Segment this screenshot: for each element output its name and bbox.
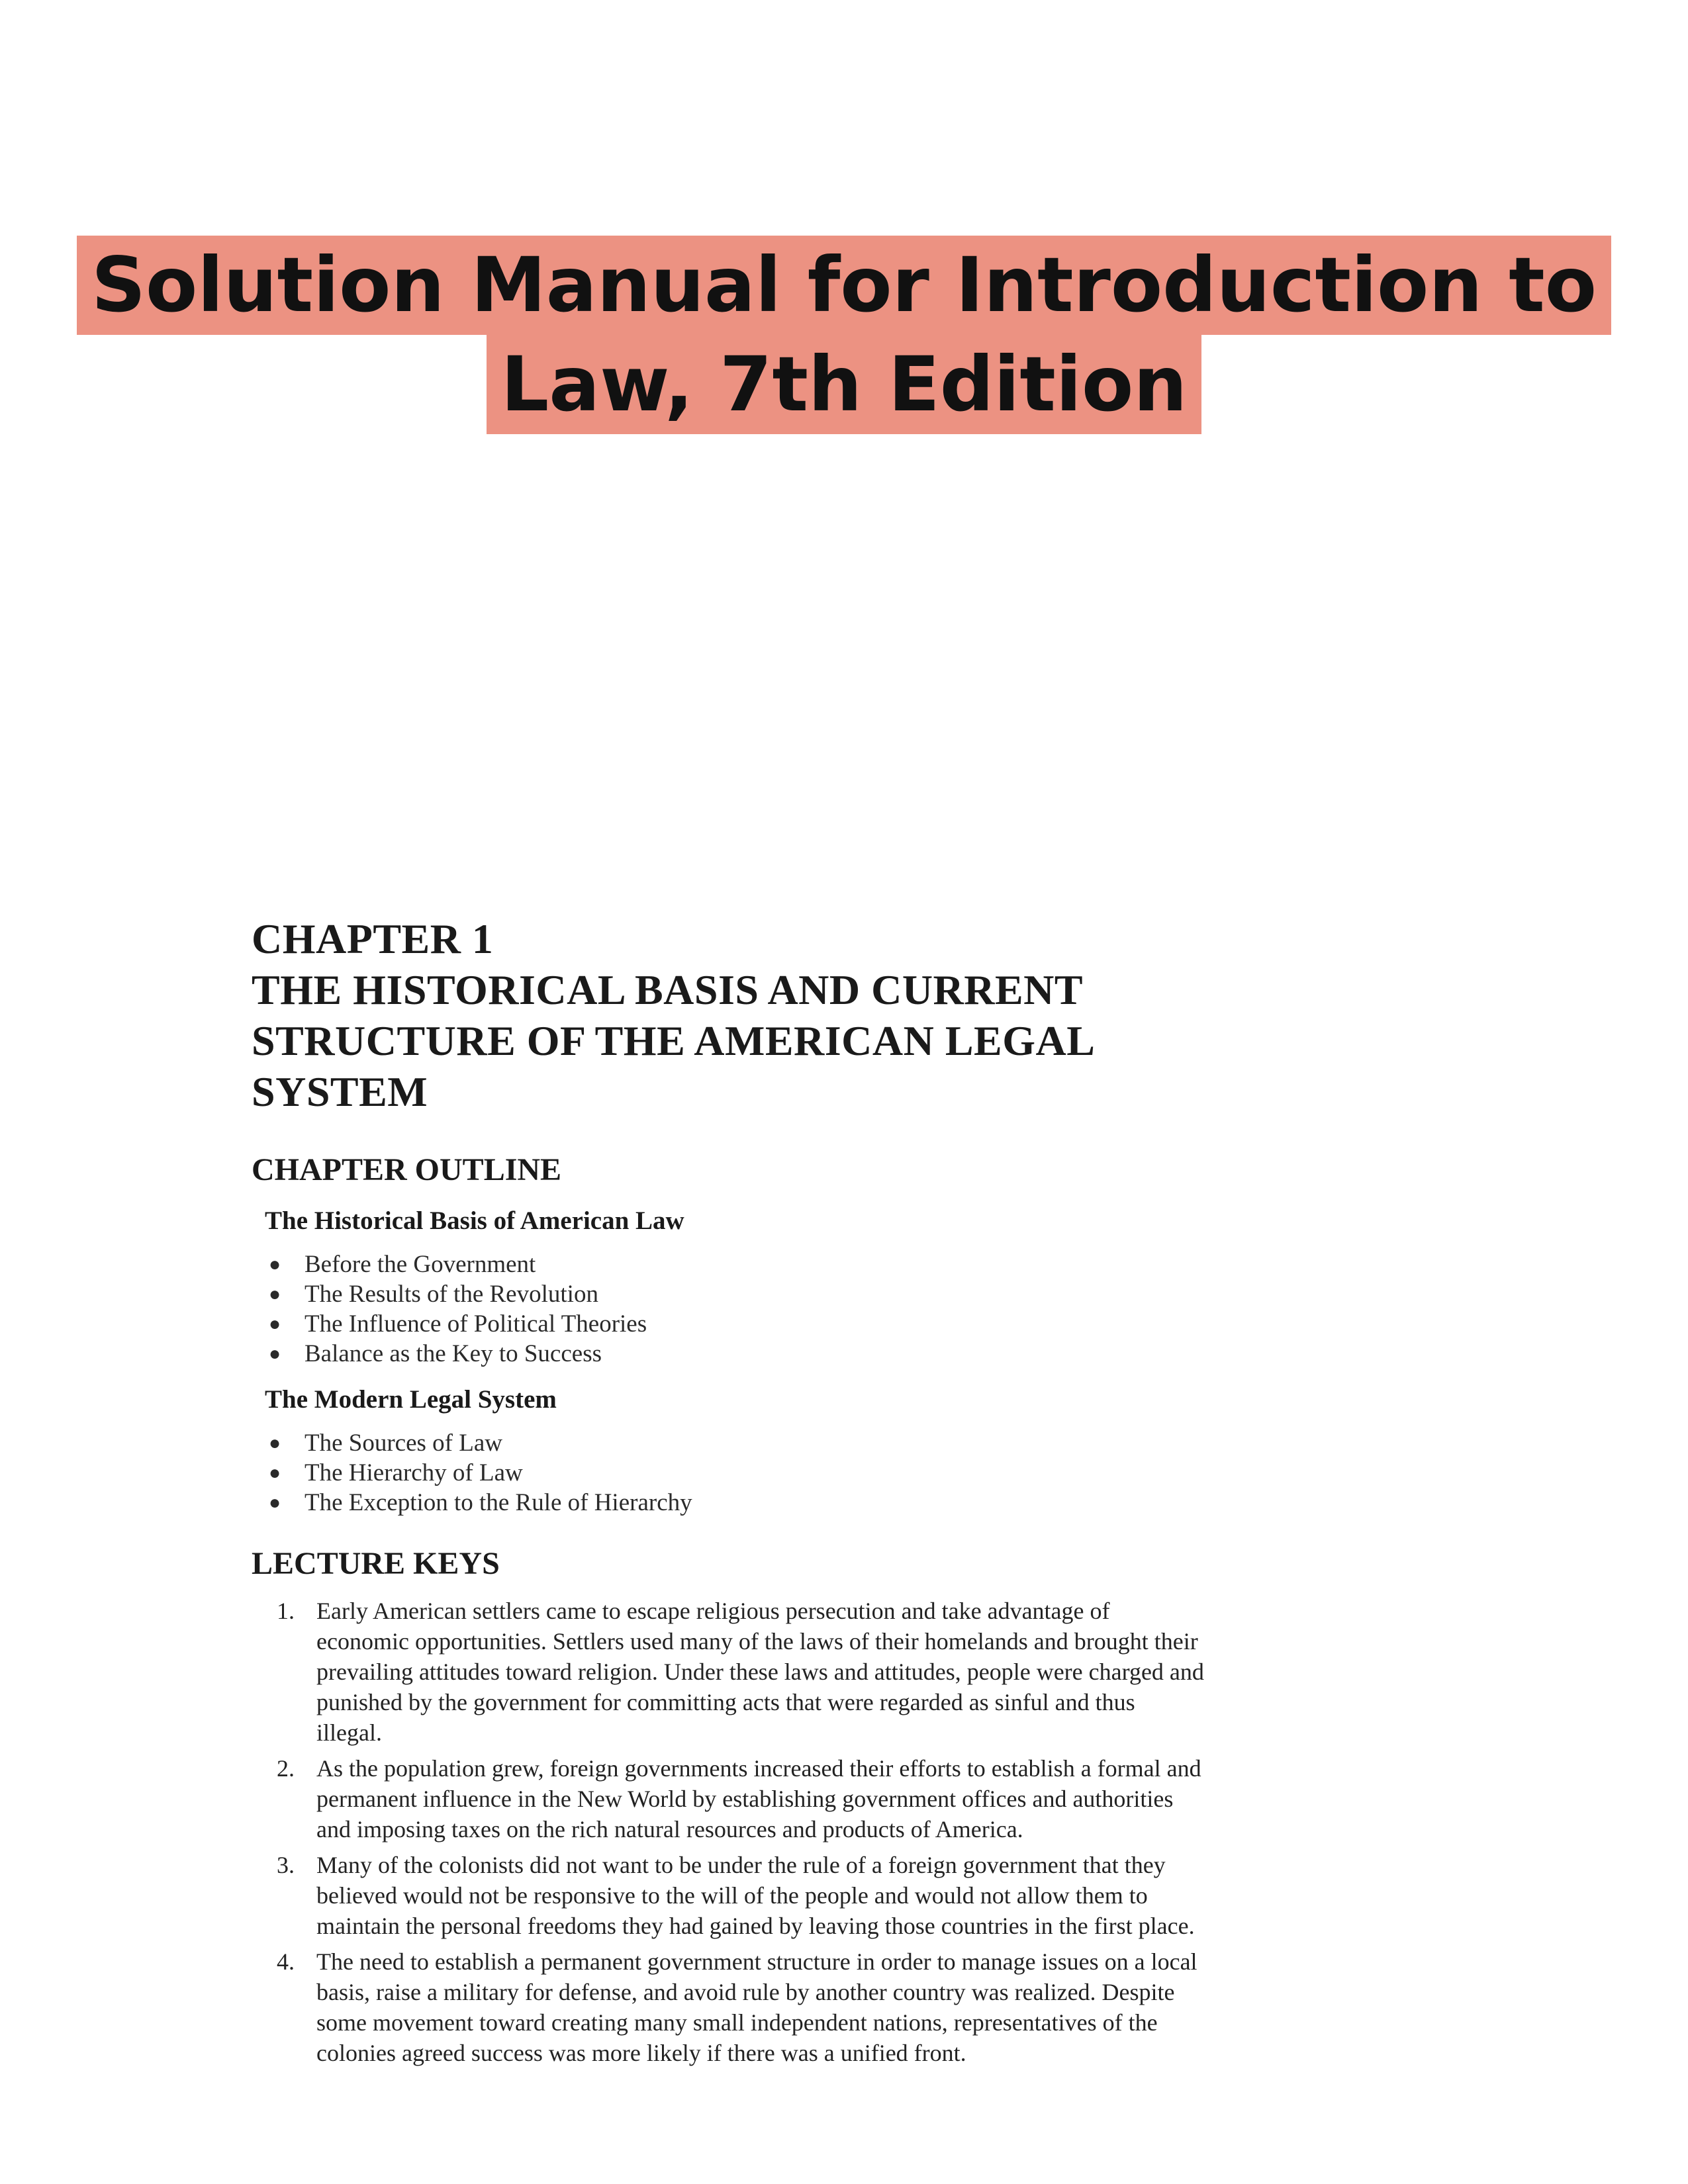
outline-section-heading: The Modern Legal System [265, 1385, 557, 1414]
item-text: Many of the colonists did not want to be under the rule of a foreign government that they believed would not be responsive to the will of the people and would not allow them to maintain the personal freedoms they had gained by leaving those countries in the first place. [316, 1852, 1195, 1939]
list-item: ● The Results of the Revolution [269, 1281, 598, 1308]
bullet-icon: ● [269, 1343, 281, 1365]
chapter-title-line: SYSTEM [252, 1068, 428, 1115]
item-text: Early American settlers came to escape religious persecution and take advantage of economic opportunities. Settlers used many of the laws of their homelands and brought their prevailing attitudes toward religion. Under these laws and attitudes, people were charged and punished by the government for committing acts that were regarded as sinful and thus illegal. [316, 1598, 1204, 1746]
item-number: 1. [277, 1598, 295, 1624]
chapter-content [252, 913, 1575, 2073]
list-item: ● The Hierarchy of Law [269, 1459, 523, 1486]
item-number: 2. [277, 1755, 295, 1782]
list-item: ● Before the Government [269, 1251, 536, 1278]
item-text: As the population grew, foreign governments increased their efforts to establish a formal and permanent influence in the New World by establishing government offices and authorities and imposing taxes on the rich natural resources and products of America. [316, 1755, 1201, 1843]
chapter-number: CHAPTER 1 [252, 915, 494, 962]
chapter-title-line: THE HISTORICAL BASIS AND CURRENT [252, 966, 1084, 1013]
bullet-icon: ● [269, 1253, 281, 1275]
lecture-keys-heading: LECTURE KEYS [252, 1546, 500, 1581]
chapter-outline-heading: CHAPTER OUTLINE [252, 1152, 562, 1187]
item-number: 4. [277, 1948, 295, 1975]
bullet-icon: ● [269, 1432, 281, 1454]
list-item: ● The Sources of Law [269, 1430, 502, 1457]
bullet-icon: ● [269, 1313, 281, 1335]
document-title-banner [0, 236, 1688, 434]
list-item: ● The Exception to the Rule of Hierarchy [269, 1489, 692, 1516]
chapter-title-line: STRUCTURE OF THE AMERICAN LEGAL [252, 1017, 1096, 1064]
bullet-icon: ● [269, 1492, 281, 1514]
item-number: 3. [277, 1852, 295, 1878]
item-text: The need to establish a permanent government structure in order to manage issues on a local basis, raise a military for defense, and avoid rule by another country was realized. Despite some movement toward creating many small independent nations, representatives of the colonies agreed success was more likely if there was a unified front. [316, 1948, 1197, 2066]
title-line-1: Solution Manual for Introduction to [77, 236, 1611, 335]
list-item [252, 1596, 1205, 1748]
lecture-keys-list [252, 1596, 1205, 2068]
title-line-2: Law, 7th Edition [487, 335, 1202, 434]
list-item: ● Balance as the Key to Success [269, 1340, 602, 1367]
list-item: ● The Influence of Political Theories [269, 1310, 647, 1338]
outline-section-heading: The Historical Basis of American Law [265, 1206, 684, 1235]
bullet-icon: ● [269, 1283, 281, 1305]
bullet-icon: ● [269, 1462, 281, 1484]
outline-list [265, 1250, 1575, 1369]
list-item [252, 1946, 1205, 2068]
list-item [252, 1753, 1205, 1844]
list-item [252, 1850, 1205, 1941]
outline-list [265, 1428, 1575, 1518]
